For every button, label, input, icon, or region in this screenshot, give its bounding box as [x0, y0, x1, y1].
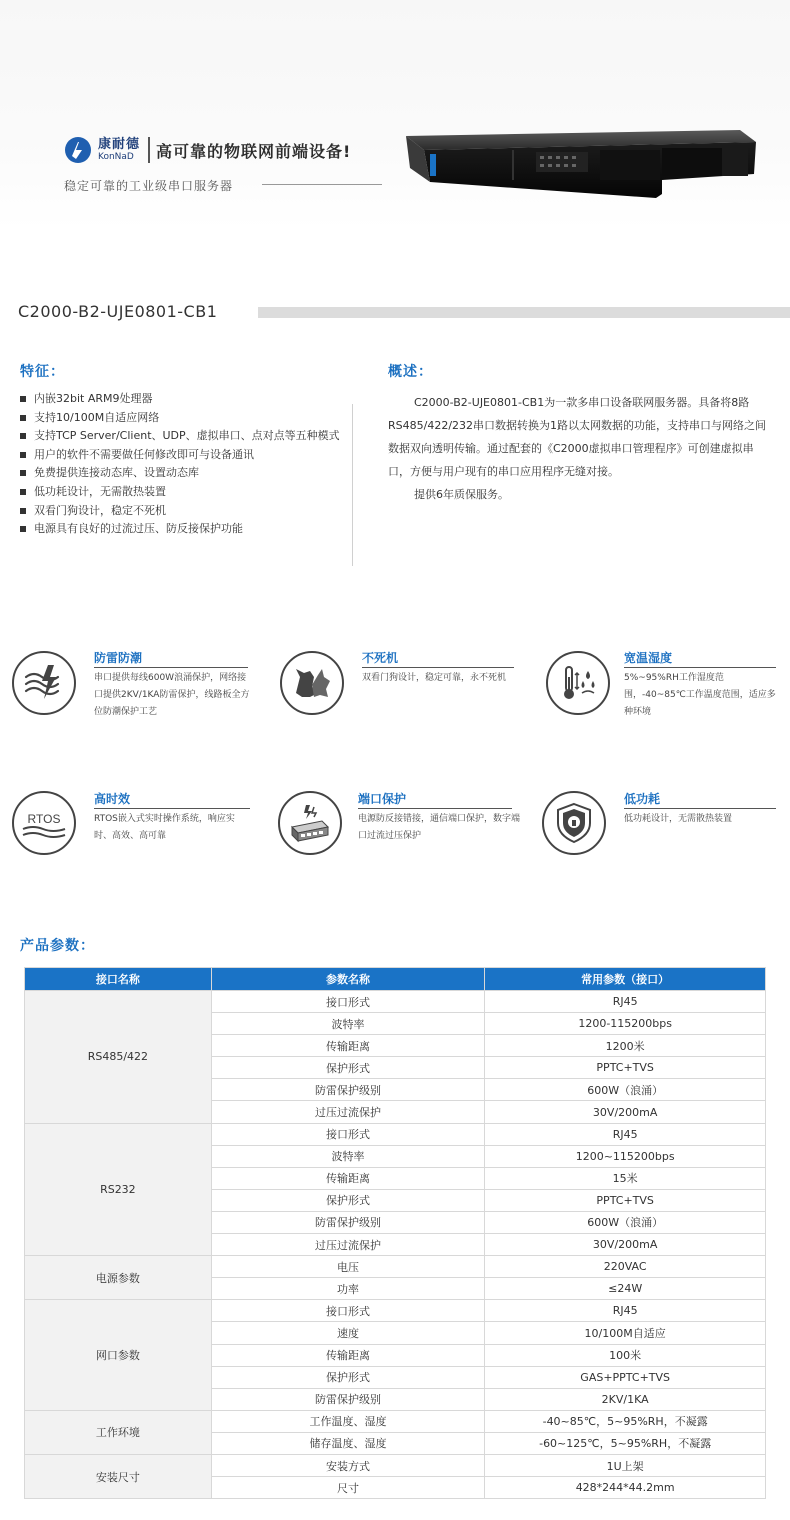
param-name: 速度: [211, 1322, 485, 1344]
highlight-title: 宽温湿度: [624, 651, 673, 665]
column-header: 参数名称: [211, 968, 485, 991]
group-cell: 网口参数: [25, 1300, 212, 1410]
param-name: 接口形式: [211, 1300, 485, 1322]
highlight-title: 低功耗: [624, 792, 661, 806]
param-name: 波特率: [211, 1013, 485, 1035]
highlight-underline: [94, 667, 248, 668]
param-value: GAS+PPTC+TVS: [485, 1366, 766, 1388]
list-item: 低功耗设计，无需散热装置: [20, 485, 340, 499]
group-cell: RS232: [25, 1123, 212, 1256]
param-value: 1200-115200bps: [485, 1013, 766, 1035]
overview-text: [388, 391, 774, 506]
highlight-underline: [358, 808, 512, 809]
highlight-desc: 电源防反接错接，通信端口保护，数字端口过流过压保护: [358, 814, 521, 841]
param-value: 600W（浪涌）: [485, 1211, 766, 1233]
param-name: 防雷保护级别: [211, 1388, 485, 1410]
highlight-underline: [362, 667, 514, 668]
highlight-desc: RTOS嵌入式实时操作系统，响应实时、高效、高可靠: [94, 814, 235, 841]
param-name: 传输距离: [211, 1167, 485, 1189]
table-row: [25, 1454, 766, 1476]
overview-paragraph: 提供6年质保服务。: [414, 488, 509, 501]
list-item: 电源具有良好的过流过压、防反接保护功能: [20, 522, 340, 536]
logo-divider: [148, 137, 150, 163]
group-cell: 安装尺寸: [25, 1454, 212, 1498]
param-value: -40~85℃，5~95%RH，不凝露: [485, 1410, 766, 1432]
table-header-row: [25, 968, 766, 991]
param-value: RJ45: [485, 991, 766, 1013]
section-divider: [352, 404, 353, 566]
highlight-underline: [94, 808, 250, 809]
param-value: 30V/200mA: [485, 1234, 766, 1256]
highlight-desc: 串口提供每线600W浪涌保护，网络接口提供2KV/1KA防雷保护，线路板全方位防潮保护工艺: [94, 673, 250, 717]
lightning-icon: [12, 651, 76, 715]
model-title: C2000-B2-UJE0801-CB1: [18, 302, 218, 321]
highlight-title: 高时效: [94, 792, 131, 806]
param-value: 2KV/1KA: [485, 1388, 766, 1410]
list-item: 免费提供连接动态库、设置动态库: [20, 466, 340, 480]
highlight-title: 不死机: [362, 651, 399, 665]
subtitle: 稳定可靠的工业级串口服务器: [64, 179, 234, 193]
list-item: 支持TCP Server/Client、UDP、虚拟串口、点对点等五种模式: [20, 429, 340, 443]
param-value: 1200~115200bps: [485, 1145, 766, 1167]
param-name: 过压过流保护: [211, 1234, 485, 1256]
param-value: PPTC+TVS: [485, 1057, 766, 1079]
list-item: 内嵌32bit ARM9处理器: [20, 392, 340, 406]
param-name: 保护形式: [211, 1189, 485, 1211]
features-title: 特征：: [20, 364, 65, 380]
param-name: 功率: [211, 1278, 485, 1300]
param-name: 保护形式: [211, 1366, 485, 1388]
params-table: [24, 967, 766, 1499]
param-value: 100米: [485, 1344, 766, 1366]
konnad-logo-icon: [64, 136, 92, 164]
param-name: 接口形式: [211, 991, 485, 1013]
rack-device-image: [400, 128, 760, 208]
param-name: 安装方式: [211, 1454, 485, 1476]
group-cell: RS485/422: [25, 991, 212, 1124]
thermometer-icon: [546, 651, 610, 715]
shield-icon: [542, 791, 606, 855]
port-icon: [278, 791, 342, 855]
highlight-underline: [624, 808, 776, 809]
param-value: RJ45: [485, 1123, 766, 1145]
watchdog-icon: [280, 651, 344, 715]
param-name: 电压: [211, 1256, 485, 1278]
slogan: 高可靠的物联网前端设备!: [156, 141, 352, 161]
model-title-bar: [258, 307, 790, 318]
param-value: 15米: [485, 1167, 766, 1189]
subtitle-line: [262, 184, 382, 185]
param-value: 1U上架: [485, 1454, 766, 1476]
list-item: 用户的软件不需要做任何修改即可与设备通讯: [20, 448, 340, 462]
list-item: 双看门狗设计，稳定不死机: [20, 504, 340, 518]
param-value: PPTC+TVS: [485, 1189, 766, 1211]
rtos-badge: RTOS: [27, 812, 61, 826]
param-name: 波特率: [211, 1145, 485, 1167]
param-name: 过压过流保护: [211, 1101, 485, 1123]
param-name: 传输距离: [211, 1035, 485, 1057]
highlight-title: 端口保护: [358, 792, 407, 806]
highlight-title: 防雷防潮: [94, 651, 143, 665]
table-row: [25, 1410, 766, 1432]
highlight-underline: [624, 667, 776, 668]
group-cell: 工作环境: [25, 1410, 212, 1454]
param-name: 工作温度、湿度: [211, 1410, 485, 1432]
param-value: 1200米: [485, 1035, 766, 1057]
params-title: 产品参数：: [20, 938, 95, 954]
table-row: [25, 991, 766, 1013]
header-banner: [0, 0, 790, 230]
logo-english: KonNaD: [98, 152, 134, 162]
param-name: 传输距离: [211, 1344, 485, 1366]
param-name: 储存温度、湿度: [211, 1432, 485, 1454]
param-name: 防雷保护级别: [211, 1079, 485, 1101]
param-value: 600W（浪涌）: [485, 1079, 766, 1101]
group-cell: 电源参数: [25, 1256, 212, 1300]
column-header: 接口名称: [25, 968, 212, 991]
table-row: [25, 1123, 766, 1145]
param-name: 防雷保护级别: [211, 1211, 485, 1233]
logo-chinese: 康耐德: [98, 137, 141, 152]
param-value: 30V/200mA: [485, 1101, 766, 1123]
param-value: 10/100M自适应: [485, 1322, 766, 1344]
param-value: 220VAC: [485, 1256, 766, 1278]
param-name: 接口形式: [211, 1123, 485, 1145]
column-header: 常用参数（接口）: [485, 968, 766, 991]
overview-title: 概述：: [388, 364, 433, 380]
features-list: [20, 392, 340, 541]
table-row: [25, 1300, 766, 1322]
highlight-desc: 低功耗设计，无需散热装置: [624, 814, 733, 824]
list-item: 支持10/100M自适应网络: [20, 411, 340, 425]
param-value: RJ45: [485, 1300, 766, 1322]
highlight-desc: 双看门狗设计，稳定可靠，永不死机: [362, 673, 507, 683]
brand-logo: [64, 136, 351, 164]
table-row: [25, 1256, 766, 1278]
param-name: 尺寸: [211, 1477, 485, 1499]
rtos-icon: [12, 791, 76, 855]
overview-paragraph: C2000-B2-UJE0801-CB1为一款多串口设备联网服务器。具备将8路RS485/422/232串口数据转换为1路以太网数据的功能，支持串口与网络之间数据双向透明传输。通过配套的《C2000虚拟串口管理程序》可创建虚拟串口，方便与用户现有的串口应用程序无缝对接。: [388, 396, 767, 478]
param-value: -60~125℃，5~95%RH，不凝露: [485, 1432, 766, 1454]
param-name: 保护形式: [211, 1057, 485, 1079]
highlight-desc: 5%~95%RH工作湿度范围，-40~85℃工作温度范围，适应多种环境: [624, 673, 776, 717]
param-value: ≤24W: [485, 1278, 766, 1300]
param-value: 428*244*44.2mm: [485, 1477, 766, 1499]
